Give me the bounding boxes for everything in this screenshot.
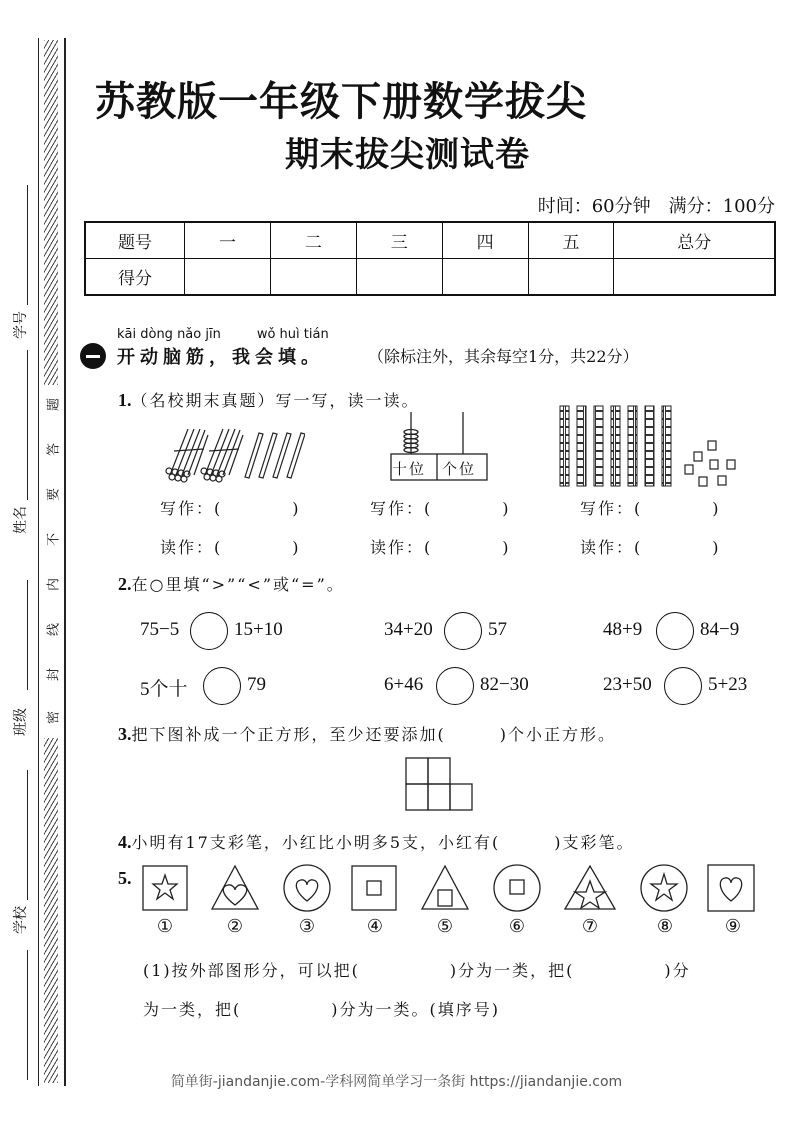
compare-right: 79 — [247, 674, 266, 695]
header-cell: 五 — [528, 222, 614, 259]
question-1 — [118, 388, 420, 411]
compare-left: 48+9 — [603, 619, 643, 640]
shape-label: ⑦ — [581, 916, 599, 937]
margin-inner-line — [64, 38, 66, 1086]
compare-left: 5个十 — [140, 679, 188, 700]
q1c-read-field[interactable]: 读作：( ) — [580, 538, 721, 557]
seal-char: 不 — [46, 533, 62, 547]
school-line — [27, 770, 28, 900]
question-4 — [118, 830, 635, 853]
seal-char: 密 — [46, 711, 62, 725]
question-number: 4. — [118, 832, 132, 852]
question-text: 把下图补成一个正方形，至少还要添加( )个小正方形。 — [131, 725, 616, 744]
footer-watermark: 简单街-jiandanjie.com-学科网简单学习一条街 https://jiandanjie.com — [170, 1074, 623, 1090]
q5-sub1-line1[interactable]: (1)按外部图形分，可以把( )分为一类，把( )分 — [143, 961, 691, 980]
header-cell: 二 — [270, 222, 356, 259]
compare-left: 23+50 — [603, 674, 652, 695]
score-cell[interactable] — [185, 259, 271, 296]
score-cell[interactable] — [270, 259, 356, 296]
score-table-header-row — [85, 222, 775, 259]
shape-label: ⑨ — [724, 916, 742, 937]
name-label: 姓名 — [13, 506, 29, 534]
header-cell: 总分 — [614, 222, 775, 259]
seal-char: 题 — [46, 398, 62, 412]
q1a-write-field[interactable]: 写作：( ) — [160, 499, 301, 518]
margin-outer-line — [38, 38, 39, 1086]
shape-label: ⑤ — [436, 916, 454, 937]
compare-left: 75−5 — [140, 619, 180, 640]
shape-label: ④ — [366, 916, 384, 937]
q1b-write-field[interactable]: 写作：( ) — [370, 499, 511, 518]
title-line-2: 期末拔尖测试卷 — [285, 135, 530, 175]
school-label: 学校 — [13, 906, 29, 934]
compare-right: 84−9 — [700, 619, 740, 640]
name-line — [27, 350, 28, 500]
section-title: 开动脑筋，我会填。 — [117, 347, 324, 368]
base-ten-blocks-illustration — [555, 403, 745, 488]
compare-circle[interactable] — [656, 612, 694, 650]
school-line-bottom — [27, 950, 28, 1080]
seal-char: 答 — [46, 443, 62, 457]
question-5-number: 5. — [118, 868, 132, 888]
q1c-write-field[interactable]: 写作：( ) — [580, 499, 721, 518]
section-note: （除标注外，其余每空1分，共22分） — [368, 347, 639, 366]
compare-left: 6+46 — [384, 674, 424, 695]
student-id-label: 学号 — [13, 311, 29, 339]
full-score: 满分：100分 — [668, 196, 775, 217]
exam-time: 时间：60分钟 — [537, 196, 651, 217]
seal-char: 要 — [46, 488, 62, 502]
question-text: （名校期末真题）写一写，读一读。 — [131, 391, 420, 410]
student-id-line-top — [27, 185, 28, 305]
compare-circle[interactable] — [436, 667, 474, 705]
compare-circle[interactable] — [190, 612, 228, 650]
header-cell: 四 — [442, 222, 528, 259]
score-cell[interactable] — [528, 259, 614, 296]
seal-char: 内 — [46, 578, 62, 592]
pinyin-1: kāi dòng nǎo jīn — [117, 327, 221, 342]
hatch-bottom — [44, 738, 58, 1083]
score-table — [84, 221, 776, 296]
question-number: 3. — [118, 724, 132, 744]
score-cell[interactable] — [614, 259, 775, 296]
shape-label: ① — [156, 916, 174, 937]
question-3 — [118, 722, 616, 745]
shape-label: ② — [226, 916, 244, 937]
section-pinyin — [117, 327, 345, 342]
compare-circle[interactable] — [444, 612, 482, 650]
compare-right: 5+23 — [708, 674, 748, 695]
header-cell: 三 — [356, 222, 442, 259]
shape-label: ⑥ — [508, 916, 526, 937]
score-row-label: 得分 — [85, 259, 185, 296]
question-number: 2. — [118, 574, 132, 594]
square-puzzle-figure — [405, 757, 491, 813]
compare-right: 82−30 — [480, 674, 529, 695]
abacus-tens-label: 十位 — [392, 460, 427, 478]
sticks-bundles-illustration — [155, 425, 305, 485]
compare-right: 57 — [488, 619, 507, 640]
score-cell[interactable] — [442, 259, 528, 296]
shapes-row-figure — [140, 863, 760, 913]
question-text: 在○里填“>”“<”或“=”。 — [131, 575, 345, 594]
compare-right: 15+10 — [234, 619, 283, 640]
section-number-badge — [80, 343, 106, 369]
q1b-read-field[interactable]: 读作：( ) — [370, 538, 511, 557]
seal-char: 封 — [46, 668, 62, 682]
compare-circle[interactable] — [664, 667, 702, 705]
score-cell[interactable] — [356, 259, 442, 296]
pinyin-2: wǒ huì tián — [256, 327, 329, 342]
header-cell: 一 — [185, 222, 271, 259]
question-text: 小明有17支彩笔，小红比小明多5支，小红有( )支彩笔。 — [131, 833, 635, 852]
abacus-ones-label: 个位 — [442, 460, 477, 478]
shape-label: ③ — [298, 916, 316, 937]
hatch-top — [44, 40, 58, 385]
q1a-read-field[interactable]: 读作：( ) — [160, 538, 301, 557]
question-2 — [118, 572, 345, 595]
compare-left: 34+20 — [384, 619, 433, 640]
header-cell: 题号 — [85, 222, 185, 259]
question-number: 1. — [118, 390, 132, 410]
compare-circle[interactable] — [203, 667, 241, 705]
q5-sub1-line2[interactable]: 为一类，把( )分为一类。(填序号) — [143, 1000, 500, 1019]
shape-label: ⑧ — [656, 916, 674, 937]
class-label: 班级 — [13, 708, 29, 736]
seal-char: 线 — [46, 623, 62, 637]
exam-meta — [520, 192, 775, 218]
square-star-shape — [143, 866, 187, 910]
title-line-1: 苏教版一年级下册数学拔尖 — [95, 79, 587, 125]
class-line — [27, 580, 28, 690]
score-table-score-row — [85, 259, 775, 296]
